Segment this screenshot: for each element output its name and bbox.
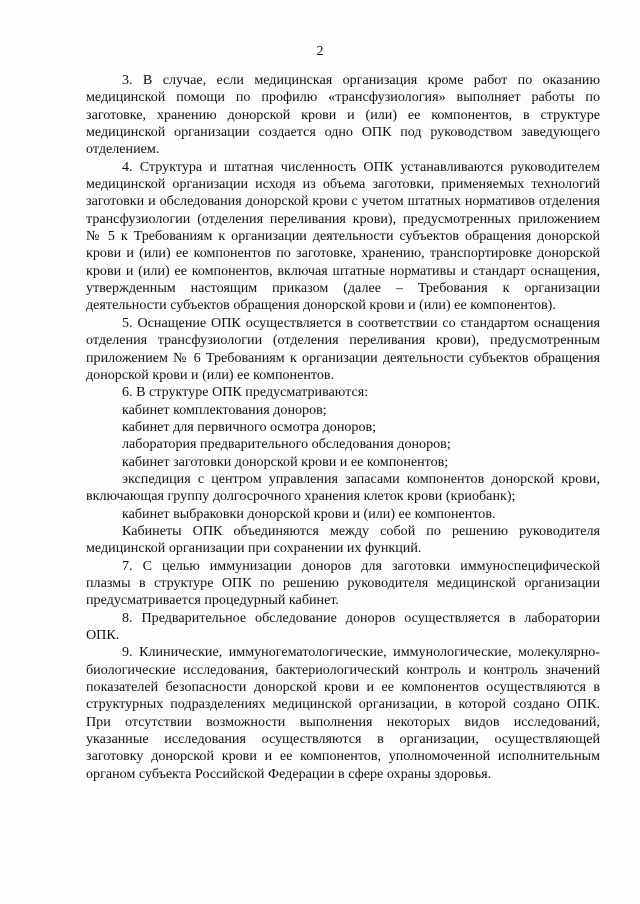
list-item: кабинет комплектования доноров; — [122, 401, 327, 418]
page-number: 2 — [316, 44, 324, 59]
paragraph-6: 6. В структуре ОПК предусматриваются: — [122, 384, 369, 401]
paragraph-4: 4. Структура и штатная численность ОПК устанавливаются руководителем медицинской организации исходя из объема заготовки, применяемых технологий заготовки и обследования донорской крови с учетом штатных нормативов отделения трансфузиологии (отделения переливания крови), предусмотренных приложением № 5 к Требованиям к организации деятельности субъектов обращения донорской крови и (или) ее компонентов по заготовке, хранению, транспортировке донорской крови и (или) ее компонентов, включая штатные нормативы и стандарт оснащения, утвержденным настоящим приказом (далее – Требования к организации деятельности субъектов обращения донорской крови и (или) ее компонентов). — [86, 158, 600, 314]
paragraph-7: 7. С целью иммунизации доноров для заготовки иммуноспецифической плазмы в структуре ОПК по решению руководителя медицинской организации предусматривается процедурный кабинет. — [86, 557, 600, 609]
list-item: кабинет для первичного осмотра доноров; — [122, 418, 377, 435]
list-item: лаборатория предварительного обследования доноров; — [122, 436, 451, 453]
paragraph-3: 3. В случае, если медицинская организация кроме работ по оказанию медицинской помощи по профилю «трансфузиология» выполняет работы по заготовке, хранению донорской крови и (или) ее компонентов, в структуре медицинской организации создается одно ОПК под руководством заведующего отделением. — [86, 72, 600, 158]
paragraph-cabinets: Кабинеты ОПК объединяются между собой по решению руководителя медицинской организации при сохранении их функций. — [86, 522, 600, 557]
paragraph-5: 5. Оснащение ОПК осуществляется в соответствии со стандартом оснащения отделения трансфузиологии (отделения переливания крови), предусмотренным приложением № 6 Требованиям к организации деятельности субъектов обращения донорской крови и (или) ее компонентов. — [86, 314, 600, 383]
paragraph-9: 9. Клинические, иммуногематологические, иммунологические, молекулярно-биологические исследования, бактериологический контроль и контроль значений показателей безопасности донорской крови и ее компонентов осуществляются в структурных подразделениях медицинской организации, в которой создано ОПК. При отсутствии возможности выполнения некоторых видов исследований, указанные исследования осуществляются в организации, осуществляющей заготовку донорской крови и ее компонентов, уполномоченной исполнительным органом субъекта Российской Федерации в сфере охраны здоровья. — [86, 644, 600, 782]
list-item: экспедиция с центром управления запасами компонентов донорской крови, включающая группу долгосрочного хранения клеток крови (криобанк); — [86, 470, 600, 505]
list-item: кабинет выбраковки донорской крови и (или) ее компонентов. — [122, 505, 496, 522]
paragraph-8: 8. Предварительное обследование доноров осуществляется в лаборатории ОПК. — [86, 609, 600, 643]
document-body — [86, 72, 600, 783]
list-item: кабинет заготовки донорской крови и ее компонентов; — [122, 453, 449, 470]
